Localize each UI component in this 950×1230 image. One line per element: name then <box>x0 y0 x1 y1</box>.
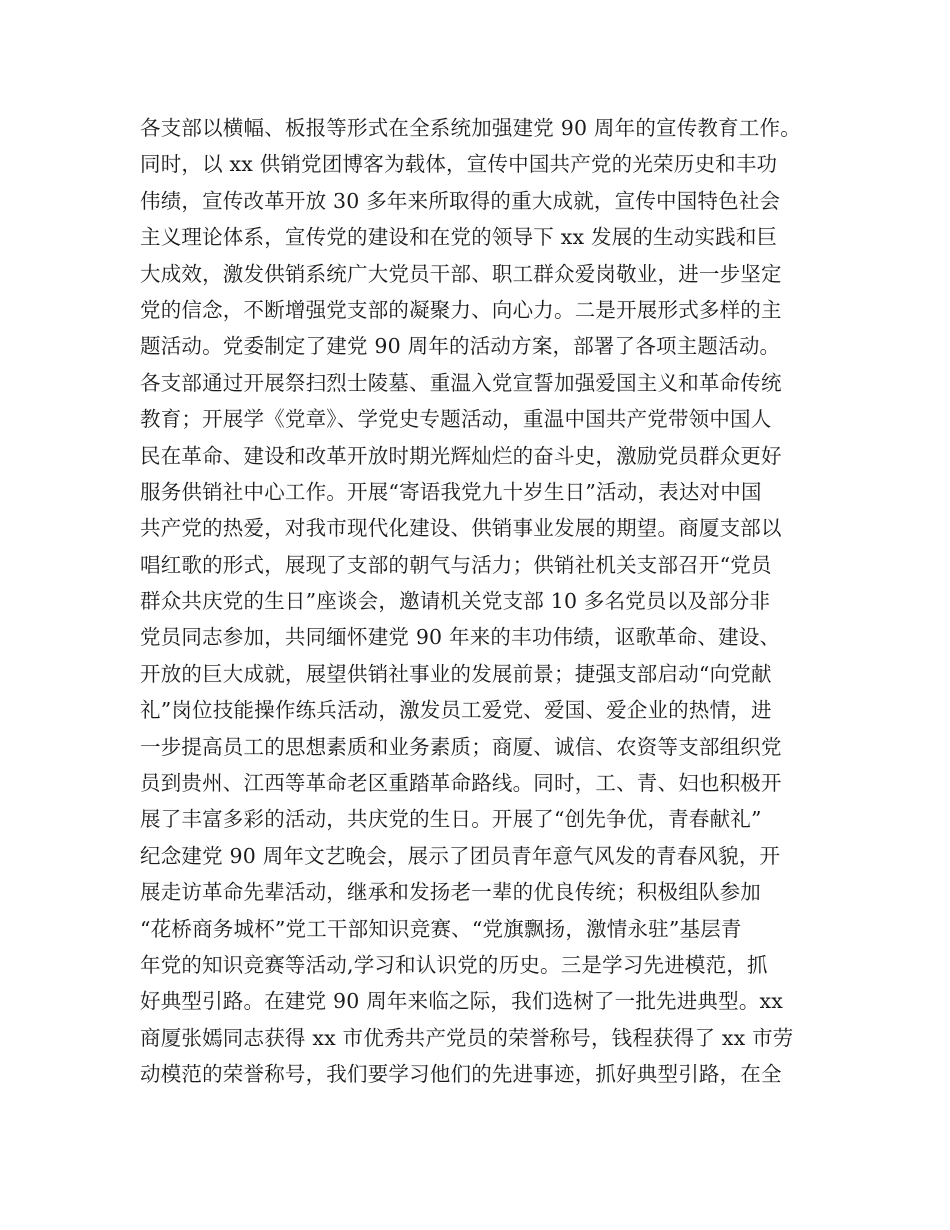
text-line-8: 各支部通过开展祭扫烈士陵墓、重温入党宣誓加强爱国主义和革命传统 <box>140 370 782 395</box>
text-line-16: 开放的巨大成就，展望供销社事业的发展前景；捷强支部启动“向党献 <box>140 661 772 686</box>
text-line-23: “花桥商务城杯”党工干部知识竞赛、“党旗飘扬，激情永驻”基层青 <box>140 916 742 941</box>
text-line-1: 各支部以横幅、板报等形式在全系统加强建党 90 周年的宣传教育工作。 <box>140 116 801 140</box>
text-line-27: 动模范的荣誉称号，我们要学习他们的先进事迹，抓好典型引路，在全 <box>140 1062 782 1087</box>
text-line-25: 好典型引路。在建党 90 周年来临之际，我们选树了一批先进典型。xx <box>140 989 784 1014</box>
text-line-7: 题活动。党委制定了建党 90 周年的活动方案，部署了各项主题活动。 <box>140 334 781 359</box>
text-line-14: 群众共庆党的生日”座谈会，邀请机关党支部 10 多名党员以及部分非 <box>140 589 771 614</box>
text-line-24: 年党的知识竞赛等活动,学习和认识党的历史。三是学习先进模范，抓 <box>140 952 768 977</box>
text-line-18: 一步提高员工的思想素质和业务素质；商厦、诚信、农资等支部组织党 <box>140 734 782 759</box>
text-line-20: 展了丰富多彩的活动，共庆党的生日。开展了“创先争优，青春献礼” <box>140 807 762 832</box>
text-line-3: 伟绩，宣传改革开放 30 多年来所取得的重大成就，宣传中国特色社会 <box>140 188 781 213</box>
text-line-6: 党的信念，不断增强党支部的凝聚力、向心力。二是开展形式多样的主 <box>140 297 782 322</box>
text-line-15: 党员同志参加，共同缅怀建党 90 年来的丰功伟绩，讴歌革命、建设、 <box>140 625 781 650</box>
text-line-4: 主义理论体系，宣传党的建设和在党的领导下 xx 发展的生动实践和巨 <box>140 225 778 250</box>
text-line-19: 员到贵州、江西等革命老区重踏革命路线。同时，工、青、妇也积极开 <box>140 771 782 796</box>
text-line-22: 展走访革命先辈活动，继承和发扬老一辈的优良传统；积极组队参加 <box>140 880 761 905</box>
text-line-17: 礼”岗位技能操作练兵活动，激发员工爱党、爱国、爱企业的热情，进 <box>140 698 772 723</box>
text-line-2: 同时，以 xx 供销党团博客为载体，宣传中国共产党的光荣历史和丰功 <box>140 152 778 177</box>
text-line-5: 大成效，激发供销系统广大党员干部、职工群众爱岗敬业，进一步坚定 <box>140 261 782 286</box>
text-line-10: 民在革命、建设和改革开放时期光辉灿烂的奋斗史，激励党员群众更好 <box>140 443 782 468</box>
text-line-12: 共产党的热爱，对我市现代化建设、供销事业发展的期望。商厦支部以 <box>140 516 782 541</box>
text-line-9: 教育；开展学《党章》、学党史专题活动，重温中国共产党带领中国人 <box>140 407 772 432</box>
text-line-11: 服务供销社中心工作。开展“寄语我党九十岁生日”活动，表达对中国 <box>140 479 762 504</box>
text-line-21: 纪念建党 90 周年文艺晚会，展示了团员青年意气风发的青春风貌，开 <box>140 843 781 868</box>
text-line-26: 商厦张嫣同志获得 xx 市优秀共产党员的荣誉称号，钱程获得了 xx 市劳 <box>140 1025 794 1050</box>
text-line-13: 唱红歌的形式，展现了支部的朝气与活力；供销社机关支部召开“党员 <box>140 552 772 577</box>
body-text <box>140 110 840 1093</box>
